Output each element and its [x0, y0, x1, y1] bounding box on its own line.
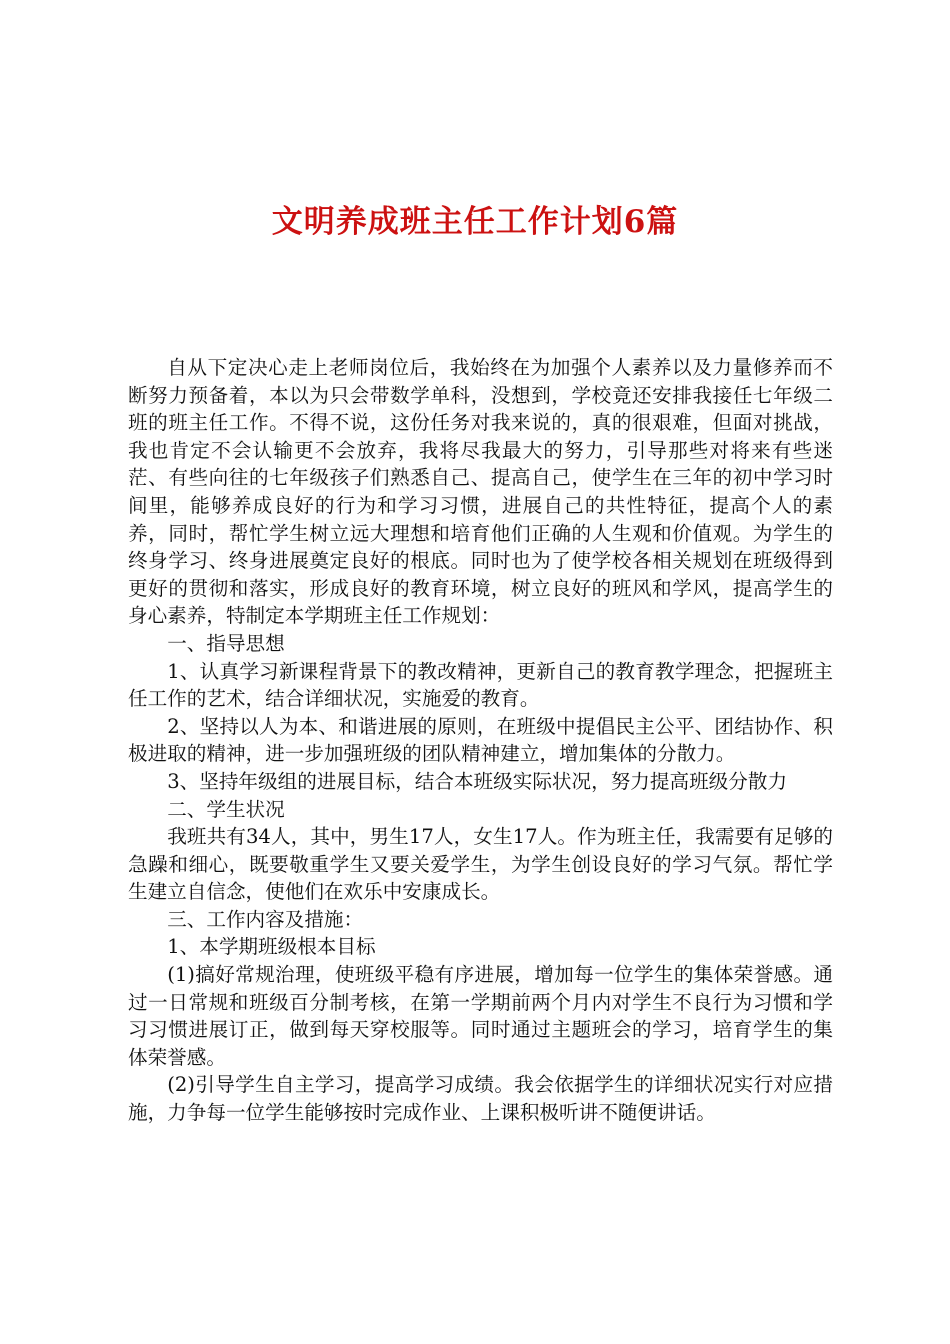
paragraph-student-status: 我班共有34人，其中，男生17人，女生17人。作为班主任，我需要有足够的急躁和细心，既要敬重学生又要关爱学生，为学生创设良好的学习气氛。帮忙学生建立自信念，使他们在欢乐中安康成长。	[128, 825, 833, 904]
section-heading-work-content: 三、工作内容及措施：	[167, 907, 364, 931]
paragraph-goal-1: (1)搞好常规治理，使班级平稳有序进展，增加每一位学生的集体荣誉感。通过一日常规和班级百分制考核，在第一学期前两个月内对学生不良行为习惯和学习习惯进展订正，做到每天穿校服等。同时通过主题班会的学习，培育学生的集体荣誉感。	[128, 963, 833, 1069]
paragraph-goal-2: (2)引导学生自主学习，提高学习成绩。我会依据学生的详细状况实行对应措施，力争每一位学生能够按时完成作业、上课积极听讲不随便讲话。	[128, 1073, 833, 1125]
paragraph-guiding-2: 2、坚持以人为本、和谐进展的原则，在班级中提倡民主公平、团结协作、积极进取的精神，进一步加强班级的团队精神建立，增加集体的分散力。	[128, 714, 833, 766]
section-heading-student-status: 二、学生状况	[167, 797, 285, 821]
subheading-basic-goals: 1、本学期班级根本目标	[167, 935, 376, 959]
paragraph-guiding-3: 3、坚持年级组的进展目标，结合本班级实际状况，努力提高班级分散力	[167, 769, 788, 793]
document-body	[128, 354, 833, 1127]
paragraph-guiding-1: 1、认真学习新课程背景下的教改精神，更新自己的教育教学理念，把握班主任工作的艺术，结合详细状况，实施爱的教育。	[128, 659, 833, 711]
section-heading-guiding-thought: 一、指导思想	[167, 631, 285, 655]
document-title: 文明养成班主任工作计划6篇	[271, 204, 679, 240]
paragraph-intro: 自从下定决心走上老师岗位后，我始终在为加强个人素养以及力量修养而不断努力预备着，本以为只会带数学单科，没想到，学校竟还安排我接任七年级二班的班主任工作。不得不说，这份任务对我来说的，真的很艰难，但面对挑战，我也肯定不会认输更不会放弃，我将尽我最大的努力，引导那些对将来有些迷茫、有些向往的七年级孩子们熟悉自己、提高自己，使学生在三年的初中学习时间里，能够养成良好的行为和学习习惯，进展自己的共性特征，提高个人的素养，同时，帮忙学生树立远大理想和培育他们正确的人生观和价值观。为学生的终身学习、终身进展奠定良好的根底。同时也为了使学校各相关规划在班级得到更好的贯彻和落实，形成良好的教育环境，树立良好的班风和学风，提高学生的身心素养，特制定本学期班主任工作规划：	[128, 356, 833, 628]
